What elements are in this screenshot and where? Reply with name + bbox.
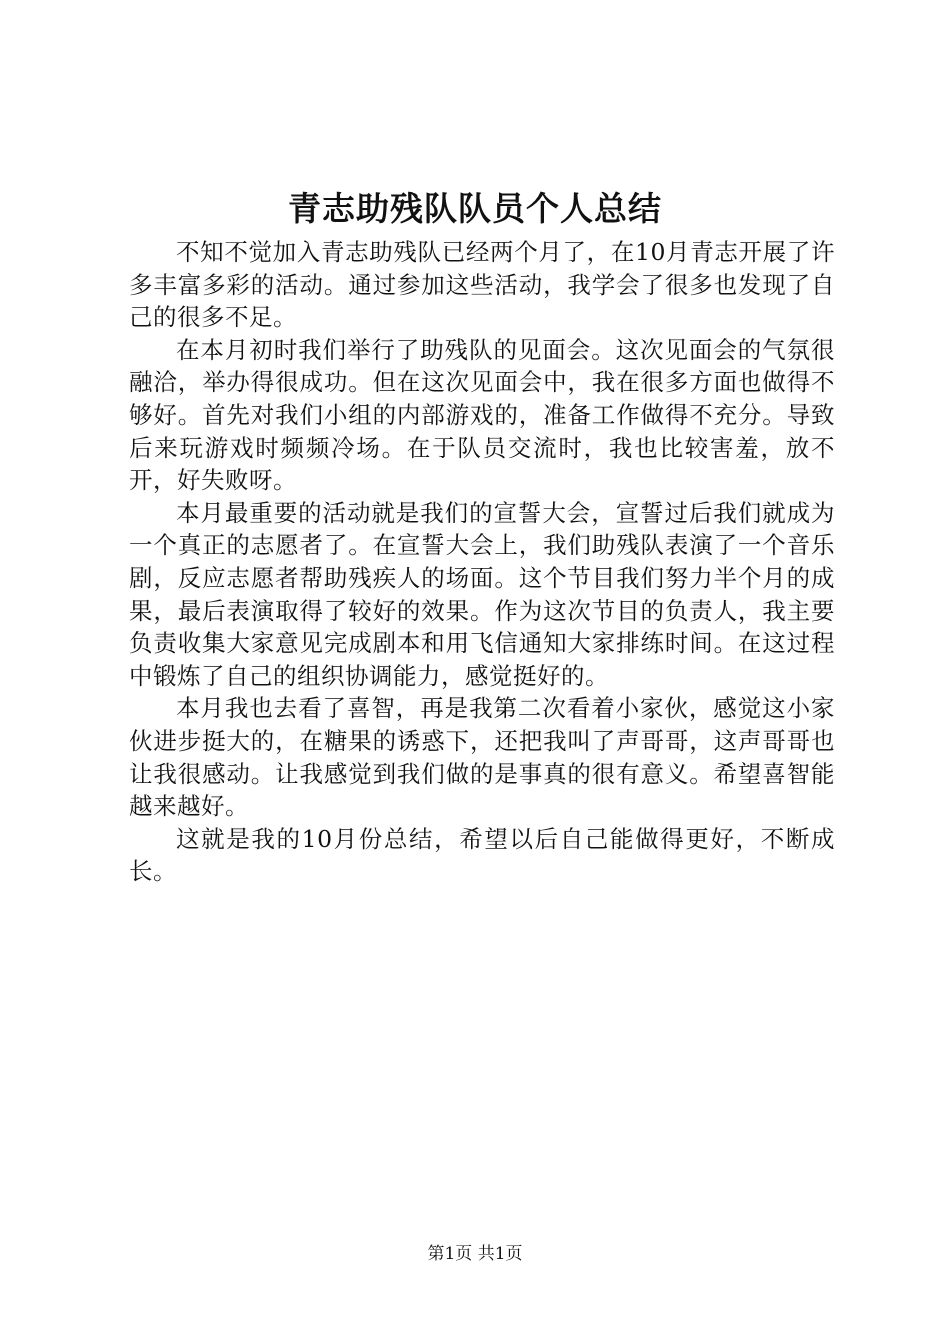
document-title: 青志助残队队员个人总结	[288, 189, 662, 228]
paragraph-1: 不知不觉加入青志助残队已经两个月了，在10月青志开展了许多丰富多彩的活动。通过参加这些活动，我学会了很多也发现了自己的很多不足。	[129, 238, 835, 332]
page-footer: 第1页 共1页	[427, 1244, 523, 1264]
paragraph-5: 这就是我的10月份总结，希望以后自己能做得更好，不断成长。	[129, 824, 835, 886]
paragraph-3: 本月最重要的活动就是我们的宣誓大会，宣誓过后我们就成为一个真正的志愿者了。在宣誓大会上，我们助残队表演了一个音乐剧，反应志愿者帮助残疾人的场面。这个节目我们努力半个月的成果，最后表演取得了较好的效果。作为这次节目的负责人，我主要负责收集大家意见完成剧本和用飞信通知大家排练时间。在这过程中锻炼了自己的组织协调能力，感觉挺好的。	[129, 498, 835, 690]
document-body	[129, 236, 835, 888]
paragraph-4: 本月我也去看了喜智，再是我第二次看着小家伙，感觉这小家伙进步挺大的，在糖果的诱惑下，还把我叫了声哥哥，这声哥哥也让我很感动。让我感觉到我们做的是事真的很有意义。希望喜智能越来越好。	[129, 694, 835, 821]
paragraph-2: 在本月初时我们举行了助残队的见面会。这次见面会的气氛很融洽，举办得很成功。但在这次见面会中，我在很多方面也做得不够好。首先对我们小组的内部游戏的，准备工作做得不充分。导致后来玩游戏时频频冷场。在于队员交流时，我也比较害羞，放不开，好失败呀。	[129, 335, 835, 495]
